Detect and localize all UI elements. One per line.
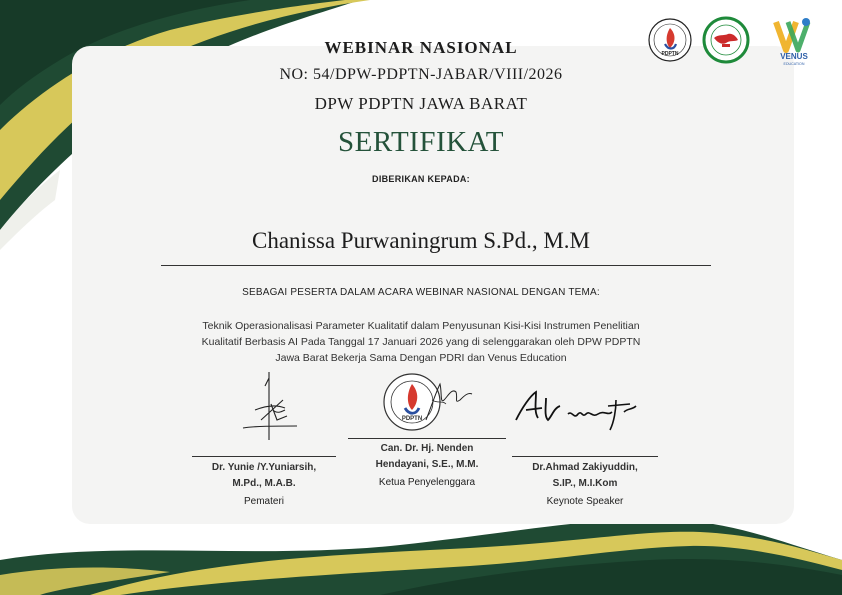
signatory-role: Ketua Penyelenggara [378, 477, 476, 488]
signatory-pemateri [186, 460, 342, 510]
svg-text:VENUS: VENUS [780, 52, 808, 61]
signatory-title: M.Pd., M.A.B. [232, 478, 296, 489]
signature-pemateri [225, 370, 315, 448]
signatory-name: Dr.Ahmad Zakiyuddin, [532, 462, 638, 473]
participant-statement: SEBAGAI PESERTA DALAM ACARA WEBINAR NASIONAL DENGAN TEMA: [242, 287, 600, 298]
svg-text:PDPTN: PDPTN [661, 51, 679, 57]
signature-line-keynote [512, 456, 658, 457]
signature-line-ketua [348, 438, 506, 439]
given-to-label: DIBERIKAN KEPADA: [372, 174, 470, 184]
stamp-and-signature-ketua [382, 370, 482, 440]
signatory-title: Hendayani, S.E., M.M. [375, 459, 479, 470]
signature-keynote [512, 388, 652, 434]
webinar-theme [0, 318, 842, 366]
signatory-keynote [506, 460, 664, 510]
webinar-heading: WEBINAR NASIONAL [324, 38, 518, 57]
signatory-name: Dr. Yunie /Y.Yuniarsih, [211, 462, 317, 473]
organizer-heading: DPW PDPTN JAWA BARAT [314, 94, 528, 113]
theme-line: Jawa Barat Bekerja Sama Dengan PDRI dan Venus Education [275, 352, 567, 364]
signatory-role: Keynote Speaker [546, 496, 624, 507]
pdptn-stamp [384, 374, 440, 430]
recipient-name: Chanissa Purwaningrum S.Pd., M.M [252, 228, 590, 253]
svg-text:PDPTN: PDPTN [401, 416, 423, 422]
signatory-name: Can. Dr. Hj. Nenden [380, 443, 474, 454]
name-underline [161, 265, 711, 266]
theme-line: Kualitatif Berbasis AI Pada Tanggal 17 Januari 2026 yang di selenggarakan oleh DPW PDPTN [201, 336, 641, 348]
signatory-role: Pemateri [243, 496, 284, 507]
signatory-title: S.IP., M.I.Kom [552, 478, 618, 489]
theme-line: Teknik Operasionalisasi Parameter Kualitatif dalam Penyusunan Kisi-Kisi Instrumen Penelitian [202, 320, 640, 332]
signatory-ketua [346, 441, 508, 491]
svg-text:EDUCATION: EDUCATION [783, 62, 805, 66]
signature-line-pemateri [192, 456, 336, 457]
certificate-number: NO: 54/DPW-PDPTN-JABAR/VIII/2026 [279, 66, 563, 83]
certificate-title: SERTIFIKAT [338, 126, 504, 158]
